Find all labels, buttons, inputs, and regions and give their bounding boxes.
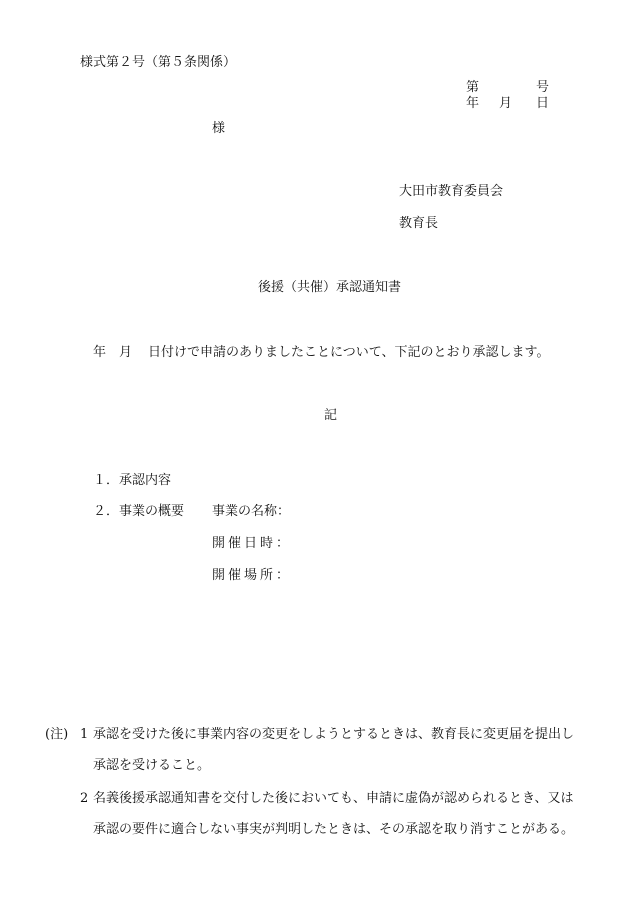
sender-title: 教育長 xyxy=(399,216,439,231)
note1-number: 1 xyxy=(80,727,89,742)
event-name-label: 事業の名称： xyxy=(212,504,291,519)
ki-heading: 記 xyxy=(324,408,338,423)
number-label-dai: 第 xyxy=(466,80,480,95)
note2-number: 2 xyxy=(80,791,89,806)
note2-line1: 名義後援承認通知書を交付した後においても、申請に虚偽が認められるとき、又は xyxy=(93,791,574,806)
number-label-gou: 号 xyxy=(536,80,550,95)
note-mark: (注) xyxy=(45,727,69,742)
item-approval-content: １．承認内容 xyxy=(93,473,172,488)
body-year: 年 xyxy=(93,345,107,360)
date-label-month: 月 xyxy=(499,96,513,111)
note1-line2: 承認を受けること。 xyxy=(93,758,211,773)
event-place-label: 開催場所： xyxy=(212,568,293,583)
recipient-honorific: 様 xyxy=(212,121,226,136)
note1-line1: 承認を受けた後に事業内容の変更をしようとするときは、教育長に変更届を提出し xyxy=(93,727,575,742)
sender-organization: 大田市教育委員会 xyxy=(399,184,504,199)
date-label-day: 日 xyxy=(536,96,550,111)
date-label-year: 年 xyxy=(466,96,480,111)
form-number: 様式第２号（第５条関係） xyxy=(80,55,237,70)
note2-line2: 承認の要件に適合しない事実が判明したときは、その承認を取り消すことがある。 xyxy=(93,822,575,837)
document-title: 後援（共催）承認通知書 xyxy=(258,280,402,295)
body-month: 月 xyxy=(119,345,133,360)
item-event-overview: ２．事業の概要 xyxy=(93,504,185,519)
body-text: 日付けで申請のありましたことについて、下記のとおり承認します。 xyxy=(148,345,550,360)
event-date-label: 開催日時： xyxy=(212,536,293,551)
